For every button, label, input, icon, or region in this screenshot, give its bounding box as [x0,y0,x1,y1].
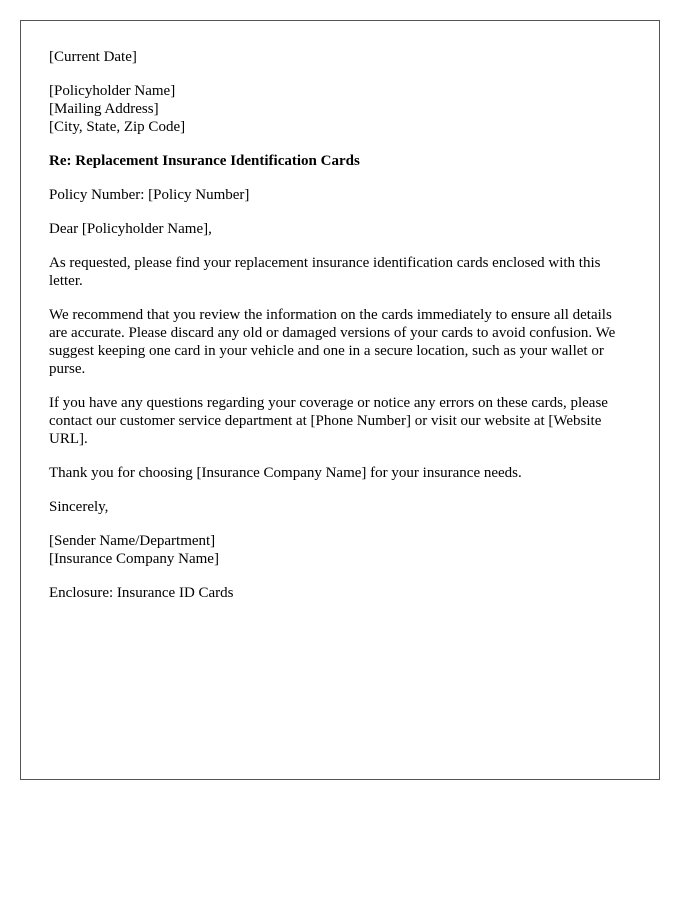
recipient-city-state-zip: [City, State, Zip Code] [49,119,186,135]
sender-company: [Insurance Company Name] [49,551,219,567]
signature-block [49,532,631,568]
enclosure-line: Enclosure: Insurance ID Cards [49,585,234,601]
sender-name: [Sender Name/Department] [49,533,216,549]
recipient-address-block [49,82,631,136]
body-paragraph-thanks: Thank you for choosing [Insurance Company Name] for your insurance needs. [49,465,522,481]
body-paragraph-review: We recommend that you review the information on the cards immediately to ensure all details are accurate. Please discard any old or damaged versions of your cards to avoid confusion. We suggest keeping one card in your vehicle and one in a secure location, such as your wallet or purse. [49,307,616,377]
salutation: Dear [Policyholder Name], [49,221,212,237]
recipient-name: [Policyholder Name] [49,83,176,99]
letter-page [20,20,660,780]
letter-date: [Current Date] [49,49,137,65]
recipient-mailing-address: [Mailing Address] [49,101,159,117]
body-paragraph-questions: If you have any questions regarding your coverage or notice any errors on these cards, please contact our customer service department at [Phone Number] or visit our website at [Website URL]. [49,395,608,447]
subject-line: Re: Replacement Insurance Identification Cards [49,153,360,169]
policy-number-line: Policy Number: [Policy Number] [49,187,250,203]
closing: Sincerely, [49,499,109,515]
body-paragraph-enclosed: As requested, please find your replacement insurance identification cards enclosed with this letter. [49,255,601,289]
date-block [49,48,631,66]
